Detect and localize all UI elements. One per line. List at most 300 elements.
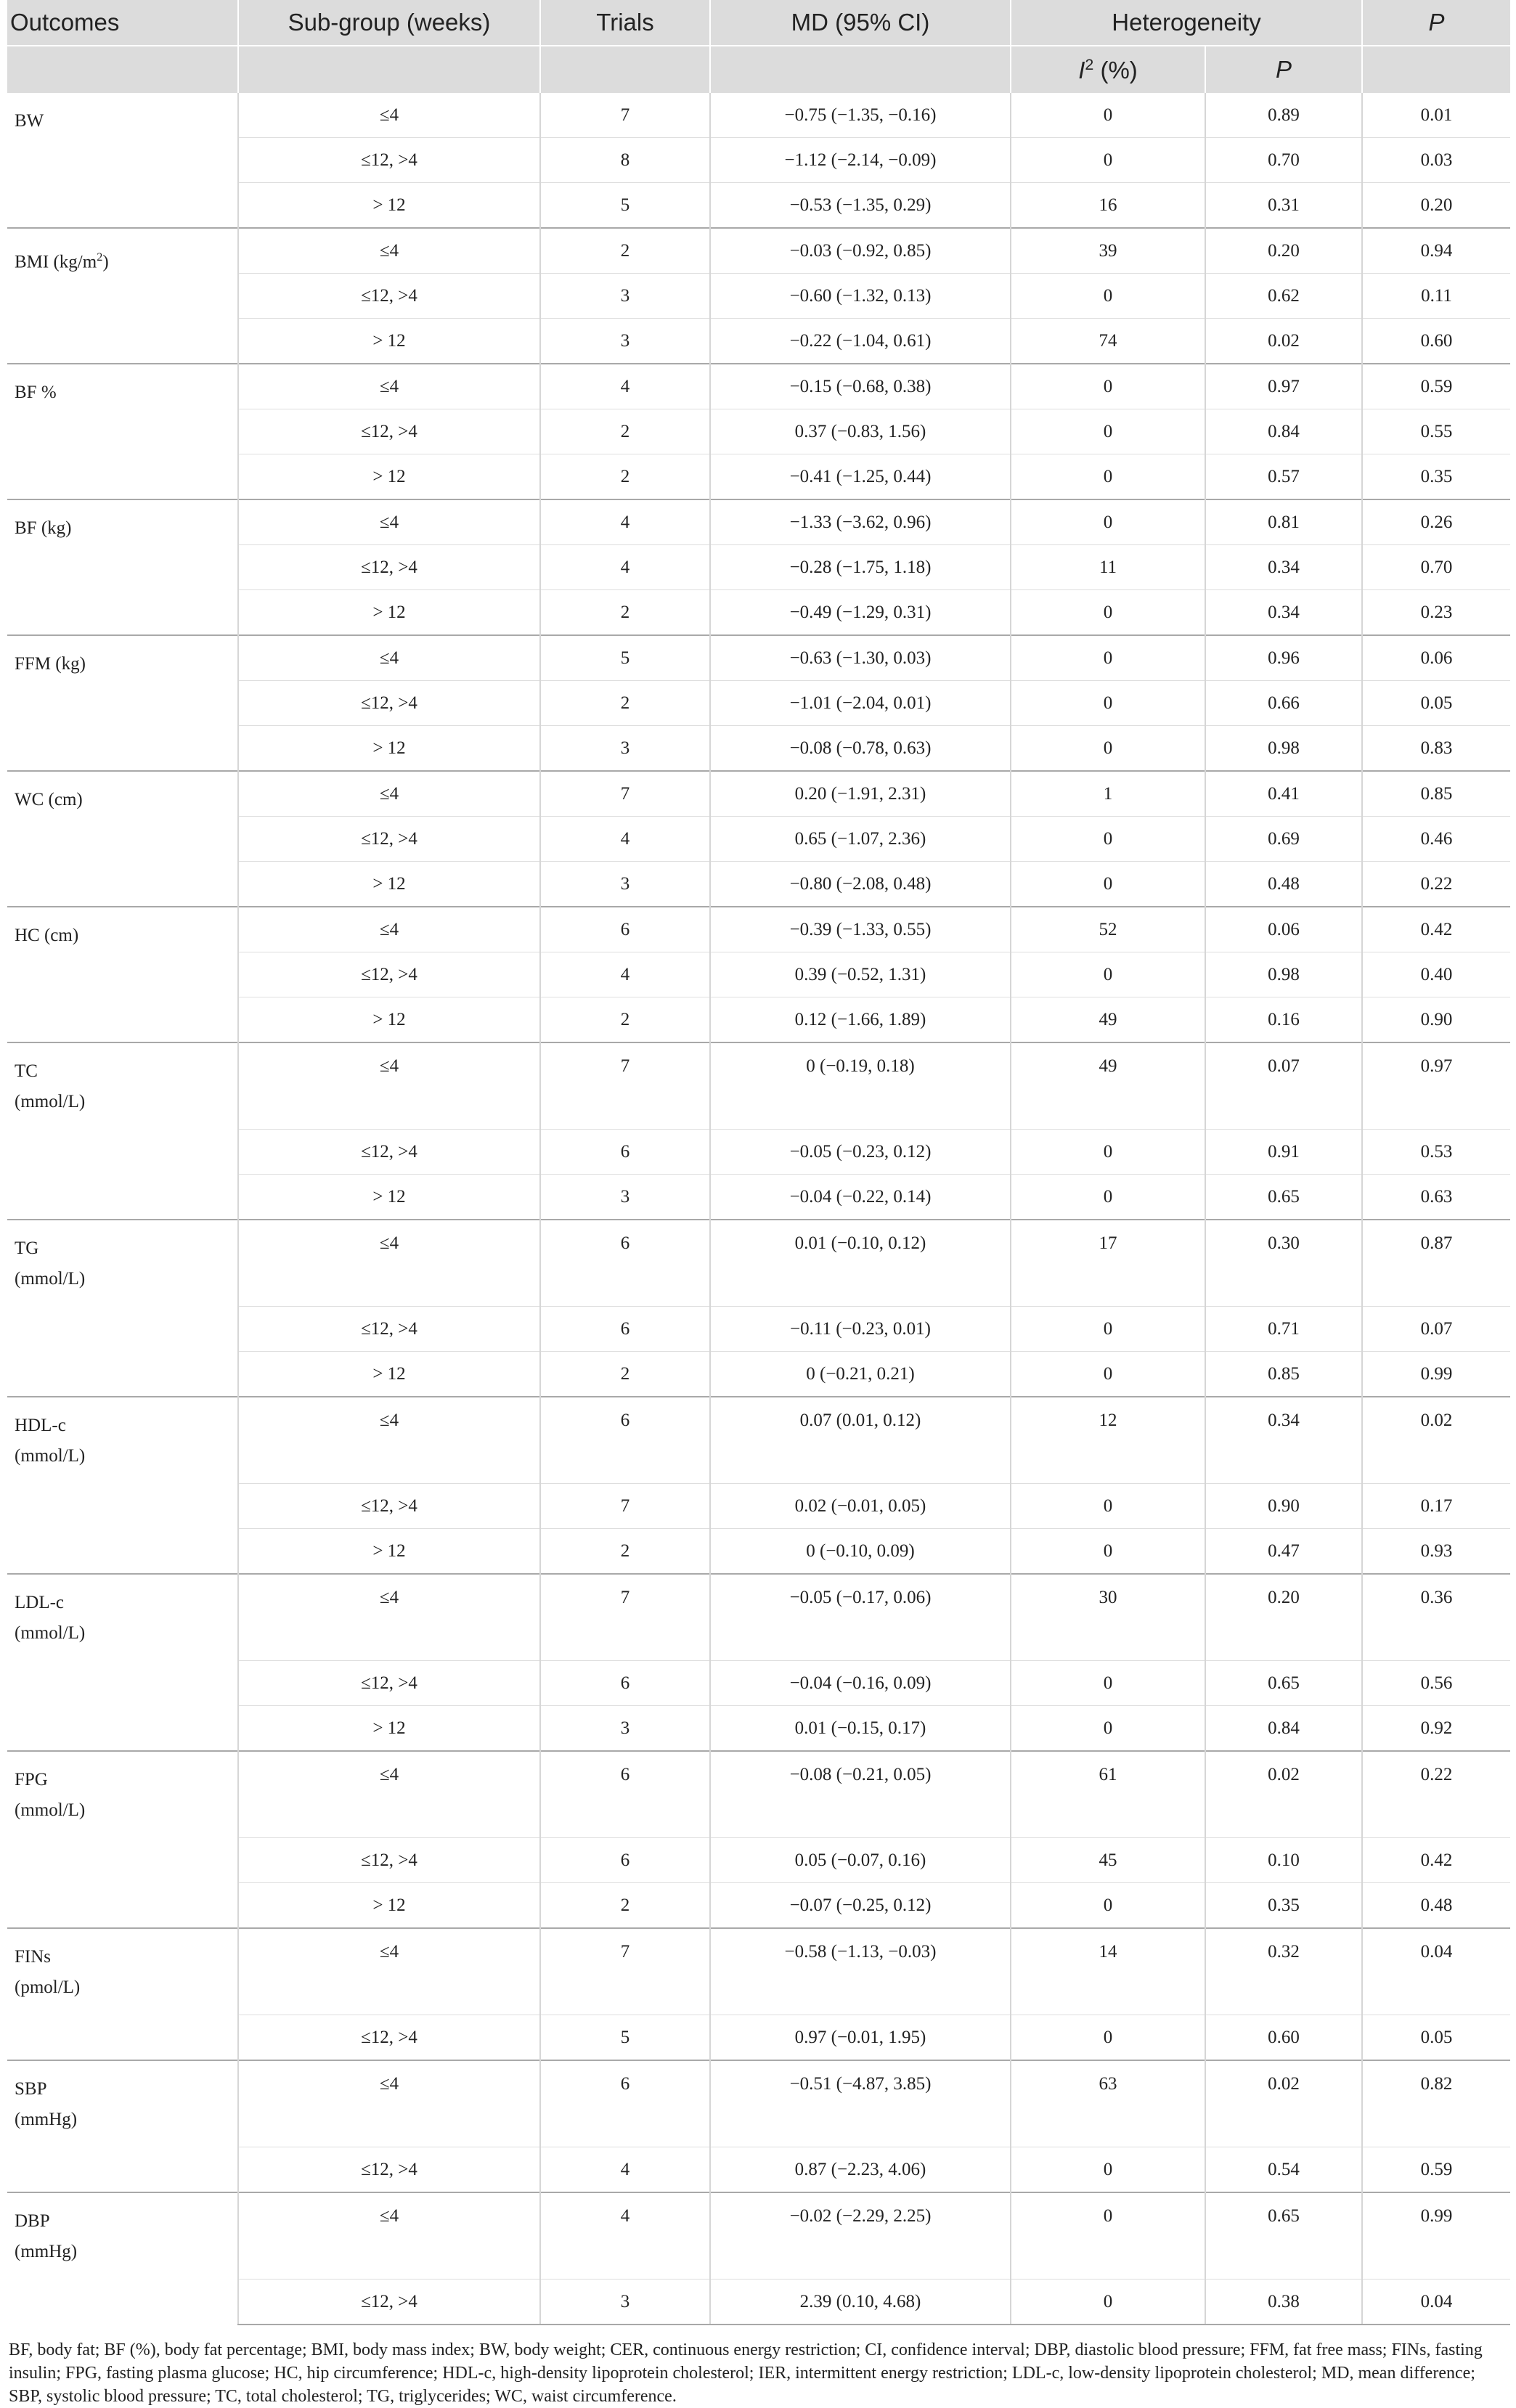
p-value-cell: 0.22 bbox=[1362, 862, 1510, 907]
i2-cell: 0 bbox=[1011, 726, 1205, 772]
p-value-cell: 0.82 bbox=[1362, 2060, 1510, 2147]
outcome-cell bbox=[7, 1220, 238, 1397]
outcome-unit: (mmol/L) bbox=[15, 1800, 86, 1820]
p-value-cell: 0.99 bbox=[1362, 2192, 1510, 2280]
outcome-cell bbox=[7, 1751, 238, 1928]
subgroup-cell: ≤4 bbox=[238, 364, 540, 409]
subgroup-cell: ≤4 bbox=[238, 1042, 540, 1130]
table-row bbox=[7, 228, 1510, 274]
het-p-cell: 0.02 bbox=[1205, 319, 1362, 364]
md-ci-cell: 0.97 (−0.01, 1.95) bbox=[710, 2015, 1011, 2061]
p-value-cell: 0.06 bbox=[1362, 635, 1510, 681]
i2-cell: 45 bbox=[1011, 1838, 1205, 1883]
i2-superscript: 2 bbox=[1085, 55, 1094, 73]
outcome-unit: (mmol/L) bbox=[15, 1446, 86, 1466]
subgroup-cell: ≤12, >4 bbox=[238, 817, 540, 862]
het-p-cell: 0.10 bbox=[1205, 1838, 1362, 1883]
table-row bbox=[7, 1574, 1510, 1661]
outcome-unit: (mmol/L) bbox=[15, 1092, 86, 1111]
subgroup-cell: > 12 bbox=[238, 862, 540, 907]
subgroup-cell: ≤12, >4 bbox=[238, 138, 540, 183]
outcome-label: FINs bbox=[15, 1947, 52, 1967]
p-value-cell: 0.85 bbox=[1362, 771, 1510, 817]
p-value-cell: 0.59 bbox=[1362, 364, 1510, 409]
outcome-cell bbox=[7, 1397, 238, 1574]
i2-cell: 61 bbox=[1011, 1751, 1205, 1838]
het-p-cell: 0.02 bbox=[1205, 1751, 1362, 1838]
subgroup-cell: ≤4 bbox=[238, 2060, 540, 2147]
het-p-cell: 0.60 bbox=[1205, 2015, 1362, 2061]
md-ci-cell: −0.08 (−0.78, 0.63) bbox=[710, 726, 1011, 772]
subgroup-cell: ≤12, >4 bbox=[238, 1307, 540, 1352]
het-p-cell: 0.34 bbox=[1205, 590, 1362, 636]
subgroup-cell: ≤4 bbox=[238, 1751, 540, 1838]
table-row bbox=[7, 93, 1510, 138]
md-ci-cell: 0.39 (−0.52, 1.31) bbox=[710, 952, 1011, 997]
md-ci-cell: 0.07 (0.01, 0.12) bbox=[710, 1397, 1011, 1484]
i2-cell: 0 bbox=[1011, 681, 1205, 726]
p-value-cell: 0.83 bbox=[1362, 726, 1510, 772]
trials-cell: 2 bbox=[540, 1529, 710, 1575]
het-p-cell: 0.65 bbox=[1205, 1175, 1362, 1220]
subgroup-cell: ≤4 bbox=[238, 499, 540, 545]
trials-cell: 3 bbox=[540, 1706, 710, 1752]
header-i2 bbox=[1011, 46, 1205, 93]
i2-cell: 63 bbox=[1011, 2060, 1205, 2147]
p-value-cell: 0.94 bbox=[1362, 228, 1510, 274]
het-p-cell: 0.98 bbox=[1205, 726, 1362, 772]
subgroup-cell: > 12 bbox=[238, 1883, 540, 1929]
subgroup-cell: ≤4 bbox=[238, 2192, 540, 2280]
p-value-cell: 0.55 bbox=[1362, 409, 1510, 454]
het-p-cell: 0.20 bbox=[1205, 1574, 1362, 1661]
p-value-cell: 0.17 bbox=[1362, 1484, 1510, 1529]
outcome-label: TC bbox=[15, 1061, 38, 1081]
het-p-cell: 0.48 bbox=[1205, 862, 1362, 907]
outcome-label: BW bbox=[15, 111, 44, 131]
table-row bbox=[7, 907, 1510, 952]
subgroup-cell: > 12 bbox=[238, 1352, 540, 1397]
md-ci-cell: −0.05 (−0.23, 0.12) bbox=[710, 1130, 1011, 1175]
trials-cell: 7 bbox=[540, 1484, 710, 1529]
md-ci-cell: 0.87 (−2.23, 4.06) bbox=[710, 2147, 1011, 2193]
trials-cell: 4 bbox=[540, 364, 710, 409]
outcome-cell bbox=[7, 771, 238, 907]
p-value-cell: 0.01 bbox=[1362, 93, 1510, 138]
outcome-label: FFM (kg) bbox=[15, 654, 86, 674]
md-ci-cell: −0.03 (−0.92, 0.85) bbox=[710, 228, 1011, 274]
i2-cell: 74 bbox=[1011, 319, 1205, 364]
header-md: MD (95% CI) bbox=[710, 0, 1011, 46]
i2-cell: 0 bbox=[1011, 274, 1205, 319]
subgroup-cell: ≤4 bbox=[238, 228, 540, 274]
trials-cell: 7 bbox=[540, 1042, 710, 1130]
trials-cell: 3 bbox=[540, 2280, 710, 2325]
md-ci-cell: −0.15 (−0.68, 0.38) bbox=[710, 364, 1011, 409]
p-value-cell: 0.97 bbox=[1362, 1042, 1510, 1130]
outcome-cell bbox=[7, 93, 238, 228]
het-p-cell: 0.54 bbox=[1205, 2147, 1362, 2193]
md-ci-cell: −1.12 (−2.14, −0.09) bbox=[710, 138, 1011, 183]
md-ci-cell: −0.02 (−2.29, 2.25) bbox=[710, 2192, 1011, 2280]
trials-cell: 6 bbox=[540, 1838, 710, 1883]
het-p-cell: 0.32 bbox=[1205, 1928, 1362, 2015]
md-ci-cell: 0.01 (−0.15, 0.17) bbox=[710, 1706, 1011, 1752]
het-p-cell: 0.35 bbox=[1205, 1883, 1362, 1929]
i2-cell: 0 bbox=[1011, 2192, 1205, 2280]
outcome-cell bbox=[7, 364, 238, 499]
trials-cell: 6 bbox=[540, 1751, 710, 1838]
subgroup-cell: ≤4 bbox=[238, 1928, 540, 2015]
outcome-unit: (pmol/L) bbox=[15, 1978, 81, 1997]
md-ci-cell: −0.28 (−1.75, 1.18) bbox=[710, 545, 1011, 590]
table-row bbox=[7, 1928, 1510, 2015]
outcome-cell bbox=[7, 2192, 238, 2325]
het-p-cell: 0.69 bbox=[1205, 817, 1362, 862]
i2-cell: 52 bbox=[1011, 907, 1205, 952]
i2-cell: 16 bbox=[1011, 183, 1205, 229]
i2-cell: 0 bbox=[1011, 1661, 1205, 1706]
md-ci-cell: 0.05 (−0.07, 0.16) bbox=[710, 1838, 1011, 1883]
p-value-cell: 0.03 bbox=[1362, 138, 1510, 183]
p-value-cell: 0.36 bbox=[1362, 1574, 1510, 1661]
md-ci-cell: 0 (−0.21, 0.21) bbox=[710, 1352, 1011, 1397]
subgroup-cell: ≤4 bbox=[238, 771, 540, 817]
i2-cell: 39 bbox=[1011, 228, 1205, 274]
i2-cell: 0 bbox=[1011, 138, 1205, 183]
p-value-cell: 0.35 bbox=[1362, 454, 1510, 500]
md-ci-cell: −0.75 (−1.35, −0.16) bbox=[710, 93, 1011, 138]
het-p-cell: 0.90 bbox=[1205, 1484, 1362, 1529]
header-blank-2 bbox=[238, 46, 540, 93]
i2-cell: 0 bbox=[1011, 1175, 1205, 1220]
het-p-cell: 0.34 bbox=[1205, 1397, 1362, 1484]
md-ci-cell: −0.49 (−1.29, 0.31) bbox=[710, 590, 1011, 636]
outcome-superscript: 2 bbox=[97, 250, 103, 264]
het-p-cell: 0.16 bbox=[1205, 997, 1362, 1043]
subgroup-cell: ≤4 bbox=[238, 1397, 540, 1484]
het-p-cell: 0.38 bbox=[1205, 2280, 1362, 2325]
trials-cell: 6 bbox=[540, 1397, 710, 1484]
i2-cell: 0 bbox=[1011, 2280, 1205, 2325]
i2-cell: 0 bbox=[1011, 499, 1205, 545]
trials-cell: 2 bbox=[540, 1352, 710, 1397]
het-p-cell: 0.84 bbox=[1205, 409, 1362, 454]
md-ci-cell: −0.11 (−0.23, 0.01) bbox=[710, 1307, 1011, 1352]
trials-cell: 4 bbox=[540, 545, 710, 590]
i2-cell: 0 bbox=[1011, 817, 1205, 862]
p-value-cell: 0.05 bbox=[1362, 2015, 1510, 2061]
md-ci-cell: −0.58 (−1.13, −0.03) bbox=[710, 1928, 1011, 2015]
subgroup-cell: > 12 bbox=[238, 997, 540, 1043]
outcome-unit: (mmHg) bbox=[15, 2242, 78, 2261]
outcome-cell bbox=[7, 635, 238, 771]
i2-cell: 49 bbox=[1011, 997, 1205, 1043]
outcome-label-tail: ) bbox=[102, 252, 109, 272]
het-p-cell: 0.30 bbox=[1205, 1220, 1362, 1307]
subgroup-cell: ≤4 bbox=[238, 93, 540, 138]
outcome-label: HDL-c bbox=[15, 1416, 66, 1435]
trials-cell: 2 bbox=[540, 454, 710, 500]
md-ci-cell: 0.01 (−0.10, 0.12) bbox=[710, 1220, 1011, 1307]
p-value-cell: 0.07 bbox=[1362, 1307, 1510, 1352]
het-p-cell: 0.71 bbox=[1205, 1307, 1362, 1352]
i2-cell: 0 bbox=[1011, 1529, 1205, 1575]
het-p-cell: 0.84 bbox=[1205, 1706, 1362, 1752]
table-row bbox=[7, 2060, 1510, 2147]
i2-cell: 0 bbox=[1011, 2015, 1205, 2061]
table-row bbox=[7, 364, 1510, 409]
md-ci-cell: −0.53 (−1.35, 0.29) bbox=[710, 183, 1011, 229]
i2-cell: 0 bbox=[1011, 862, 1205, 907]
md-ci-cell: −1.33 (−3.62, 0.96) bbox=[710, 499, 1011, 545]
results-table-container bbox=[7, 0, 1510, 2408]
i2-cell: 0 bbox=[1011, 1706, 1205, 1752]
md-ci-cell: 0 (−0.10, 0.09) bbox=[710, 1529, 1011, 1575]
md-ci-cell: −0.07 (−0.25, 0.12) bbox=[710, 1883, 1011, 1929]
p-value-cell: 0.56 bbox=[1362, 1661, 1510, 1706]
outcome-label: DBP bbox=[15, 2211, 50, 2231]
p-value-cell: 0.70 bbox=[1362, 545, 1510, 590]
het-p-cell: 0.85 bbox=[1205, 1352, 1362, 1397]
p-value-cell: 0.92 bbox=[1362, 1706, 1510, 1752]
i2-cell: 49 bbox=[1011, 1042, 1205, 1130]
i2-cell: 0 bbox=[1011, 1307, 1205, 1352]
md-ci-cell: −0.63 (−1.30, 0.03) bbox=[710, 635, 1011, 681]
md-ci-cell: −0.22 (−1.04, 0.61) bbox=[710, 319, 1011, 364]
i2-cell: 0 bbox=[1011, 2147, 1205, 2193]
trials-cell: 4 bbox=[540, 499, 710, 545]
outcome-label: FPG bbox=[15, 1770, 48, 1789]
i2-cell: 0 bbox=[1011, 635, 1205, 681]
i2-cell: 0 bbox=[1011, 364, 1205, 409]
header-blank-7 bbox=[1362, 46, 1510, 93]
i2-cell: 0 bbox=[1011, 1352, 1205, 1397]
subgroup-cell: ≤12, >4 bbox=[238, 2147, 540, 2193]
p-value-cell: 0.26 bbox=[1362, 499, 1510, 545]
trials-cell: 4 bbox=[540, 2192, 710, 2280]
p-value-cell: 0.42 bbox=[1362, 907, 1510, 952]
het-p-cell: 0.98 bbox=[1205, 952, 1362, 997]
table-row bbox=[7, 771, 1510, 817]
p-value-cell: 0.60 bbox=[1362, 319, 1510, 364]
trials-cell: 5 bbox=[540, 635, 710, 681]
subgroup-cell: ≤12, >4 bbox=[238, 274, 540, 319]
outcome-label: LDL-c bbox=[15, 1593, 65, 1612]
subgroup-cell: ≤4 bbox=[238, 907, 540, 952]
subgroup-cell: ≤4 bbox=[238, 1220, 540, 1307]
p-value-cell: 0.40 bbox=[1362, 952, 1510, 997]
outcome-cell bbox=[7, 2060, 238, 2192]
outcome-label: WC (cm) bbox=[15, 790, 83, 809]
trials-cell: 7 bbox=[540, 1574, 710, 1661]
het-p-cell: 0.06 bbox=[1205, 907, 1362, 952]
p-value-cell: 0.90 bbox=[1362, 997, 1510, 1043]
trials-cell: 8 bbox=[540, 138, 710, 183]
trials-cell: 6 bbox=[540, 1220, 710, 1307]
i2-unit: (%) bbox=[1093, 56, 1138, 83]
header-subgroup: Sub-group (weeks) bbox=[238, 0, 540, 46]
outcome-unit: (mmol/L) bbox=[15, 1269, 86, 1289]
i2-symbol: I bbox=[1078, 56, 1085, 83]
md-ci-cell: −1.01 (−2.04, 0.01) bbox=[710, 681, 1011, 726]
md-ci-cell: −0.04 (−0.22, 0.14) bbox=[710, 1175, 1011, 1220]
subgroup-cell: > 12 bbox=[238, 1529, 540, 1575]
trials-cell: 5 bbox=[540, 2015, 710, 2061]
outcome-label: TG bbox=[15, 1238, 39, 1258]
trials-cell: 3 bbox=[540, 726, 710, 772]
md-ci-cell: 0.65 (−1.07, 2.36) bbox=[710, 817, 1011, 862]
header-outcomes: Outcomes bbox=[7, 0, 238, 46]
md-ci-cell: −0.39 (−1.33, 0.55) bbox=[710, 907, 1011, 952]
trials-cell: 5 bbox=[540, 183, 710, 229]
table-row bbox=[7, 2192, 1510, 2280]
subgroup-cell: ≤12, >4 bbox=[238, 2280, 540, 2325]
trials-cell: 2 bbox=[540, 997, 710, 1043]
het-p-cell: 0.62 bbox=[1205, 274, 1362, 319]
p-value-cell: 0.99 bbox=[1362, 1352, 1510, 1397]
p-value-cell: 0.93 bbox=[1362, 1529, 1510, 1575]
p-value-cell: 0.05 bbox=[1362, 681, 1510, 726]
trials-cell: 6 bbox=[540, 1130, 710, 1175]
md-ci-cell: −0.08 (−0.21, 0.05) bbox=[710, 1751, 1011, 1838]
het-p-cell: 0.47 bbox=[1205, 1529, 1362, 1575]
subgroup-cell: ≤12, >4 bbox=[238, 1130, 540, 1175]
i2-cell: 0 bbox=[1011, 590, 1205, 636]
het-p-cell: 0.66 bbox=[1205, 681, 1362, 726]
i2-cell: 0 bbox=[1011, 952, 1205, 997]
het-p-cell: 0.02 bbox=[1205, 2060, 1362, 2147]
header-p: P bbox=[1362, 0, 1510, 46]
p-value-cell: 0.42 bbox=[1362, 1838, 1510, 1883]
md-ci-cell: 0.37 (−0.83, 1.56) bbox=[710, 409, 1011, 454]
table-row bbox=[7, 1397, 1510, 1484]
outcome-unit: (mmol/L) bbox=[15, 1623, 86, 1643]
trials-cell: 3 bbox=[540, 319, 710, 364]
het-p-cell: 0.65 bbox=[1205, 2192, 1362, 2280]
i2-cell: 11 bbox=[1011, 545, 1205, 590]
trials-cell: 6 bbox=[540, 1307, 710, 1352]
p-value-cell: 0.04 bbox=[1362, 2280, 1510, 2325]
p-value-cell: 0.48 bbox=[1362, 1883, 1510, 1929]
table-row bbox=[7, 1220, 1510, 1307]
subgroup-cell: ≤4 bbox=[238, 635, 540, 681]
subgroup-cell: ≤12, >4 bbox=[238, 681, 540, 726]
p-value-cell: 0.23 bbox=[1362, 590, 1510, 636]
trials-cell: 7 bbox=[540, 93, 710, 138]
subgroup-cell: > 12 bbox=[238, 1175, 540, 1220]
trials-cell: 6 bbox=[540, 1661, 710, 1706]
i2-cell: 0 bbox=[1011, 1484, 1205, 1529]
trials-cell: 7 bbox=[540, 1928, 710, 2015]
table-body bbox=[7, 93, 1510, 2325]
i2-cell: 0 bbox=[1011, 1883, 1205, 1929]
outcome-cell bbox=[7, 499, 238, 635]
p-value-cell: 0.46 bbox=[1362, 817, 1510, 862]
trials-cell: 4 bbox=[540, 952, 710, 997]
table-footnote: BF, body fat; BF (%), body fat percentage; BMI, body mass index; BW, body weight; CER, continuous energy restriction; CI, confidence interval; DBP, diastolic blood pressure; FFM, fat free mass; FINs, fasting insulin; FPG, fasting plasma glucose; HC, hip circumference; HDL-c, high-density lipoprotein cholesterol; IER, intermittent energy restriction; LDL-c, low-density lipoprotein cholesterol; MD, mean difference; SBP, systolic blood pressure; TC, total cholesterol; TG, triglycerides; WC, waist circumference. bbox=[9, 2340, 1483, 2406]
i2-cell: 1 bbox=[1011, 771, 1205, 817]
header-trials: Trials bbox=[540, 0, 710, 46]
i2-cell: 0 bbox=[1011, 454, 1205, 500]
subgroup-cell: ≤12, >4 bbox=[238, 1484, 540, 1529]
het-p-cell: 0.07 bbox=[1205, 1042, 1362, 1130]
p-value-cell: 0.02 bbox=[1362, 1397, 1510, 1484]
trials-cell: 2 bbox=[540, 590, 710, 636]
table-row bbox=[7, 1042, 1510, 1130]
outcome-cell bbox=[7, 228, 238, 364]
i2-cell: 0 bbox=[1011, 409, 1205, 454]
i2-cell: 12 bbox=[1011, 1397, 1205, 1484]
outcome-label: BF % bbox=[15, 383, 57, 402]
i2-cell: 0 bbox=[1011, 1130, 1205, 1175]
outcome-cell bbox=[7, 1574, 238, 1751]
outcome-cell bbox=[7, 1928, 238, 2060]
header-blank-1 bbox=[7, 46, 238, 93]
table-header bbox=[7, 0, 1510, 93]
subgroup-cell: > 12 bbox=[238, 1706, 540, 1752]
p-value-cell: 0.63 bbox=[1362, 1175, 1510, 1220]
md-ci-cell: −0.05 (−0.17, 0.06) bbox=[710, 1574, 1011, 1661]
header-heterogeneity: Heterogeneity bbox=[1011, 0, 1362, 46]
subgroup-cell: ≤12, >4 bbox=[238, 1661, 540, 1706]
i2-cell: 30 bbox=[1011, 1574, 1205, 1661]
het-p-cell: 0.96 bbox=[1205, 635, 1362, 681]
table-row bbox=[7, 635, 1510, 681]
subgroup-cell: ≤12, >4 bbox=[238, 952, 540, 997]
subgroup-analysis-table bbox=[7, 0, 1510, 2325]
md-ci-cell: −0.41 (−1.25, 0.44) bbox=[710, 454, 1011, 500]
outcome-cell bbox=[7, 907, 238, 1042]
p-value-cell: 0.20 bbox=[1362, 183, 1510, 229]
trials-cell: 6 bbox=[540, 907, 710, 952]
md-ci-cell: −0.60 (−1.32, 0.13) bbox=[710, 274, 1011, 319]
trials-cell: 2 bbox=[540, 409, 710, 454]
het-p-cell: 0.31 bbox=[1205, 183, 1362, 229]
p-value-cell: 0.87 bbox=[1362, 1220, 1510, 1307]
table-row bbox=[7, 1751, 1510, 1838]
p-value-cell: 0.04 bbox=[1362, 1928, 1510, 2015]
het-p-cell: 0.97 bbox=[1205, 364, 1362, 409]
trials-cell: 3 bbox=[540, 862, 710, 907]
p-value-cell: 0.53 bbox=[1362, 1130, 1510, 1175]
md-ci-cell: 2.39 (0.10, 4.68) bbox=[710, 2280, 1011, 2325]
p-value-cell: 0.11 bbox=[1362, 274, 1510, 319]
header-blank-4 bbox=[710, 46, 1011, 93]
het-p-cell: 0.89 bbox=[1205, 93, 1362, 138]
het-p-cell: 0.70 bbox=[1205, 138, 1362, 183]
md-ci-cell: −0.04 (−0.16, 0.09) bbox=[710, 1661, 1011, 1706]
table-row bbox=[7, 499, 1510, 545]
i2-cell: 0 bbox=[1011, 93, 1205, 138]
het-p-cell: 0.65 bbox=[1205, 1661, 1362, 1706]
trials-cell: 7 bbox=[540, 771, 710, 817]
outcome-label: BMI (kg/m bbox=[15, 252, 97, 272]
trials-cell: 4 bbox=[540, 2147, 710, 2193]
trials-cell: 3 bbox=[540, 1175, 710, 1220]
header-het-p: P bbox=[1205, 46, 1362, 93]
subgroup-cell: ≤12, >4 bbox=[238, 1838, 540, 1883]
trials-cell: 4 bbox=[540, 817, 710, 862]
md-ci-cell: −0.51 (−4.87, 3.85) bbox=[710, 2060, 1011, 2147]
subgroup-cell: ≤4 bbox=[238, 1574, 540, 1661]
het-p-cell: 0.57 bbox=[1205, 454, 1362, 500]
outcome-label: BF (kg) bbox=[15, 518, 72, 538]
het-p-cell: 0.34 bbox=[1205, 545, 1362, 590]
het-p-cell: 0.41 bbox=[1205, 771, 1362, 817]
subgroup-cell: > 12 bbox=[238, 590, 540, 636]
md-ci-cell: 0.02 (−0.01, 0.05) bbox=[710, 1484, 1011, 1529]
